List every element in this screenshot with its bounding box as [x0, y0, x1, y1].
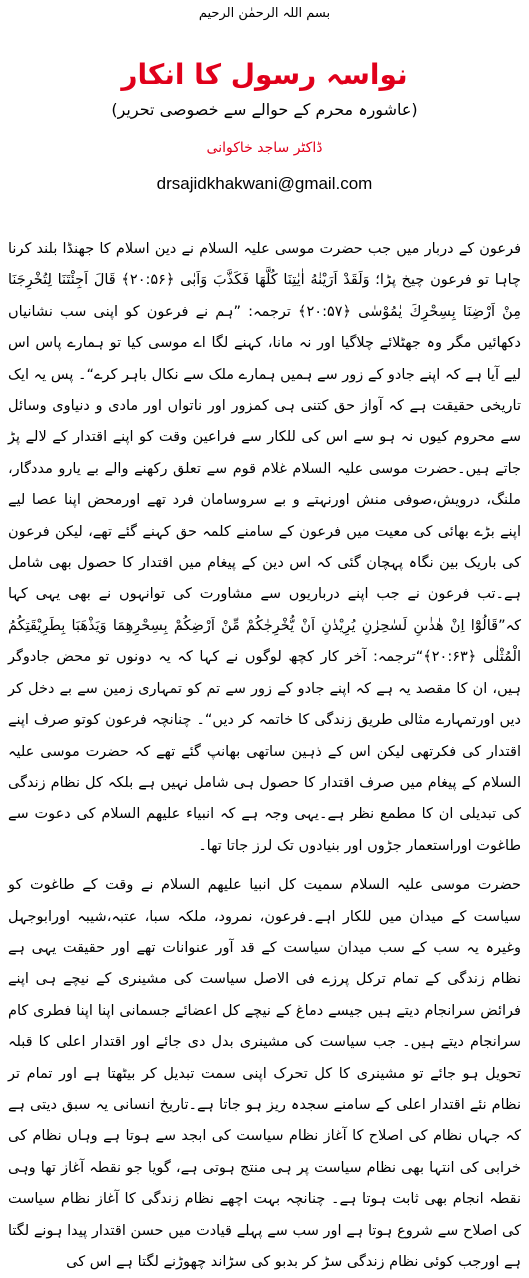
article-title: نواسہ رسول کا انکار — [121, 58, 408, 91]
article-subtitle: (عاشورہ محرم کے حوالے سے خصوصی تحریر) — [111, 100, 418, 119]
author-email[interactable]: drsajidkhakwani@gmail.com — [156, 174, 373, 193]
author-name: ڈاکٹر ساجد خاکوانی — [206, 140, 323, 156]
bismillah-text: بسم اللہ الرحمٰن الرحیم — [198, 6, 331, 21]
paragraph-2: حضرت موسی علیہ السلام سمیت کل انبیا علیھم السلام نے وقت کے طاغوت کو سیاست کے میدان میں للکار اہے۔فرعون، نمرود، ملکہ سبا، عتبہ،شیبہ اورابوجہل وغیرہ یہ سب کے سب میدان سیاست کے قد آور عنوانات تھے اور حقیقت یہی ہے نظام زندگی کے تمام ترکل پرزے فی الاصل سیاست کی مشینری کے نیچے ہی اپنے فرائض سرانجام دیتے ہیں جیسے دماغ کے نیچے کل اعضائے جسمانی اپنا اپنا فطری کام سرانجام دیتے ہیں۔ جب سیاست کی مشینری بدل دی جائے اور اقتدار اعلی کا قبلہ تحویل ہو جائے تو مشینری کا کل تحرک اپنی سمت تبدیل کر بیٹھتا ہے اور تمام تر نظام نئے اقتدار اعلی کے سامنے سجدہ ریز ہو جاتا ہے۔تاریخ انسانی یہ سبق دیتی ہے کہ جہاں نظام کی اصلاح کا آغاز نظام سیاست کی ابجد سے ہوتا ہے وہاں نظام کی خرابی کی انتہا بھی نظام سیاست پر ہی منتج ہوتی ہے، گویا جو نقطہ آغاز تھا وہی نقطہ انجام بھی ثابت ہوتا ہے۔ چنانچہ بہت اچھے نظام زندگی کا آغاز نظام سیاست کی اصلاح سے شروع ہوتا ہے اور سب سے پہلے قیادت میں حسن اقتدار پیدا ہونے لگتا ہے اورجب کوئی نظام زندگی سڑ کر بدبو کی سڑاند چھوڑنے لگتا ہے اس کی — [8, 877, 521, 1270]
article-body — [8, 234, 522, 1270]
paragraph-1: فرعون کے دربار میں جب حضرت موسی علیہ السلام نے دین اسلام کا جھنڈا بلند کرنا چاہا تو فرعون چیخ پڑا؛ وَلَقَدْ اَرَيْنٰهُ اٰيٰتِنَا كُلَّهَا فَكَذَّبَ وَاَبٰى ﴿۲۰:۵۶﴾ قَالَ اَجِئْتَنَا لِتُخْرِجَنَا مِنْ اَرْضِنَا بِسِحْرِكَ يٰمُوْسٰى ﴿۲۰:۵۷﴾ ترجمہ: ”ہم نے فرعون کو اپنی سب نشانیاں دکھائیں مگر وہ جھٹلائے چلاگیا اور نہ مانا، کہنے لگا اے موسی کیا تو ہمارے پاس اس لیے آیا ہے کہ اپنے جادو کے زور سے ہمیں ہمارے ملک سے نکال باہر کرے“۔ پس یہ ایک تاریخی حقیقت ہے کہ آواز حق کتنی ہی کمزور اور ناتواں اور مادی و دنیاوی وسائل سے محروم کیوں نہ ہو سے اس کی للکار سے فراعین وقت کو اپنے اقتدار کے لالے پڑ جاتے ہیں۔حضرت موسی علیہ السلام غلام قوم سے تعلق رکھنے والے بے یارو مددگار، ملنگ، درویش،صوفی منش اورنہتے و بے سروسامان فرد تھے اورمحض اپنا عصا لیے اپنے بڑے بھائی کی معیت میں فرعون کے سامنے کلمہ حق کہنے گئے تھے، لیکن فرعون کی باریک بین نگاہ پہچان گئی کہ اس دین کے پیغام میں اقتدار کا حصول بھی شامل ہے۔تب فرعون نے جب اپنے درباریوں سے مشاورت کی توانہوں نے بھی یہی کہا کہ”قَالُوْٓا اِنْ هٰذٰىنِ لَسٰحِرٰنِ يُرِيْدٰنِ اَنْ يُّخْرِجٰكُمْ مِّنْ اَرْضِكُمْ بِسِحْرِهِمَا وَيَذْهَبَا بِطَرِيْقَتِكُمُ الْمُثْلٰى ﴿۲۰:۶۳﴾“ترجمہ: آخر کار کچھ لوگوں نے کہا کہ یہ دونوں تو محض جادوگر ہیں، ان کا مقصد یہ ہے کہ اپنے جادو کے زور سے تم کو تمہاری زمین سے بے دخل کر دیں اورتمہارے مثالی طریق زندگی کا خاتمہ کر دیں“۔ چنانچہ فرعون کوتو صرف اپنے اقتدار کی فکرتھی لیکن اس کے ذہین ساتھی بھانپ گئے تھے کہ حضرت موسی علیہ السلام کے پیغام میں صرف اقتدار کا حصول ہی شامل نہیں ہے بلکہ کل نظام زندگی کی تبدیلی ان کا مطمع نظر ہے۔یہی وجہ ہے کہ انبیاء علیھم السلام کی دعوت سے طاغوت اوراستعمار جڑوں اور بنیادوں تک لرز جاتا تھا۔ — [8, 241, 522, 854]
